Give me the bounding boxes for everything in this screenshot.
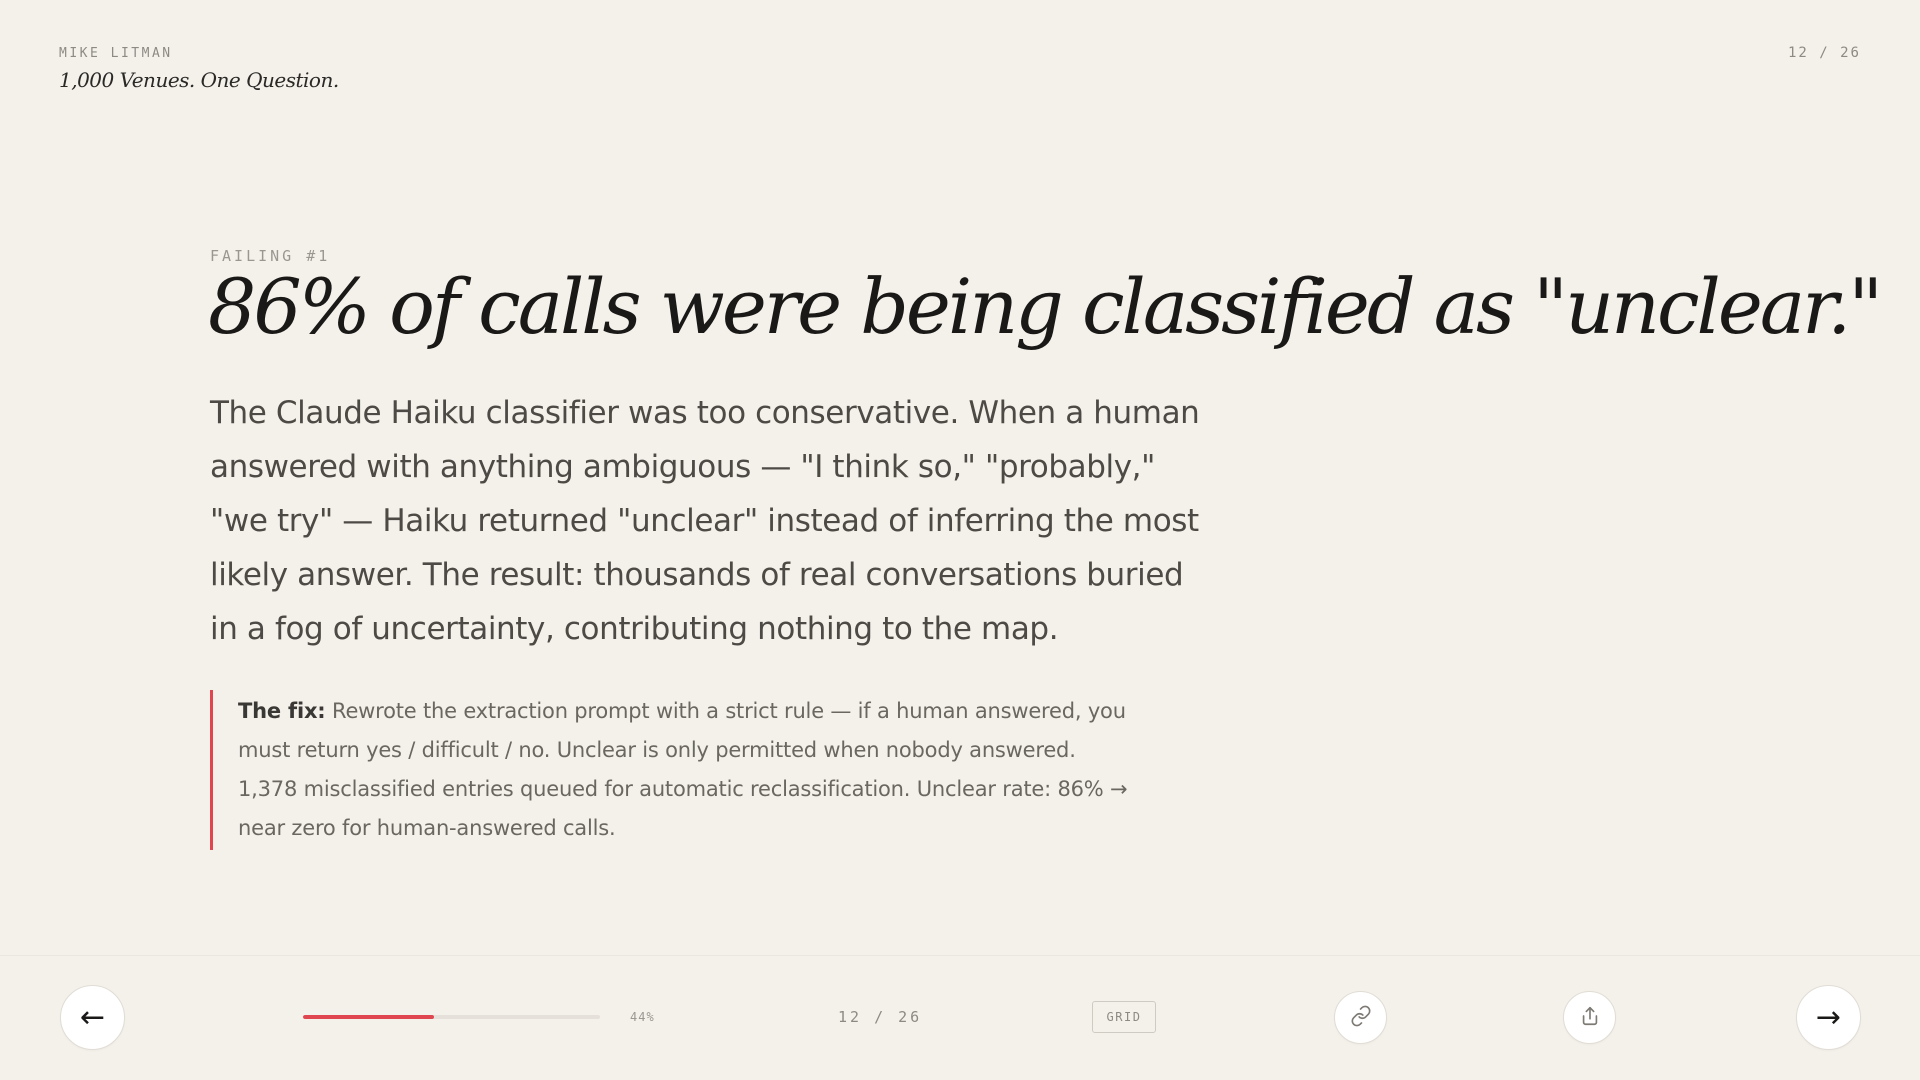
footer-divider <box>0 955 1920 956</box>
arrow-right-icon: → <box>1815 1000 1842 1035</box>
next-slide-button[interactable] <box>1796 985 1861 1050</box>
arrow-left-icon: ← <box>79 1000 106 1035</box>
slide-headline: 86% of calls were being classified as "unclear." <box>208 262 1881 351</box>
deck-title: 1,000 Venues. One Question. <box>59 68 339 92</box>
progress-percent: 44% <box>630 1010 655 1024</box>
page-indicator-top: 12 / 26 <box>1787 45 1861 61</box>
fix-callout-label: The fix: <box>238 699 326 723</box>
author-name: MIKE LITMAN <box>59 46 173 61</box>
progress-fill <box>303 1015 434 1019</box>
slide-body: The Claude Haiku classifier was too conservative. When a human answered with anything ambiguous — "I think so," "probably," "we try" — Haiku returned "unclear" instead of inferring the most likely answer. The result: thousands of real conversations buried in a fog of uncertainty, contributing nothing to the map. <box>210 395 1200 647</box>
copy-link-button[interactable] <box>1334 991 1387 1044</box>
page-indicator-bottom: 12 / 26 <box>838 1008 923 1026</box>
share-icon <box>1579 1005 1601 1031</box>
fix-callout-text: Rewrote the extraction prompt with a strict rule — if a human answered, you must return yes / difficult / no. Unclear is only permitted when nobody answered. 1,378 misclassified entries queued for automatic reclassification. Unclear rate: 86% → near zero for human-answered calls. <box>238 699 1128 840</box>
progress-bar <box>303 1015 600 1019</box>
share-button[interactable] <box>1563 991 1616 1044</box>
grid-view-button[interactable]: GRID <box>1092 1001 1156 1033</box>
link-icon <box>1350 1005 1372 1031</box>
slide-eyebrow: FAILING #1 <box>210 247 331 265</box>
fix-callout <box>210 690 1138 850</box>
prev-slide-button[interactable] <box>60 985 125 1050</box>
